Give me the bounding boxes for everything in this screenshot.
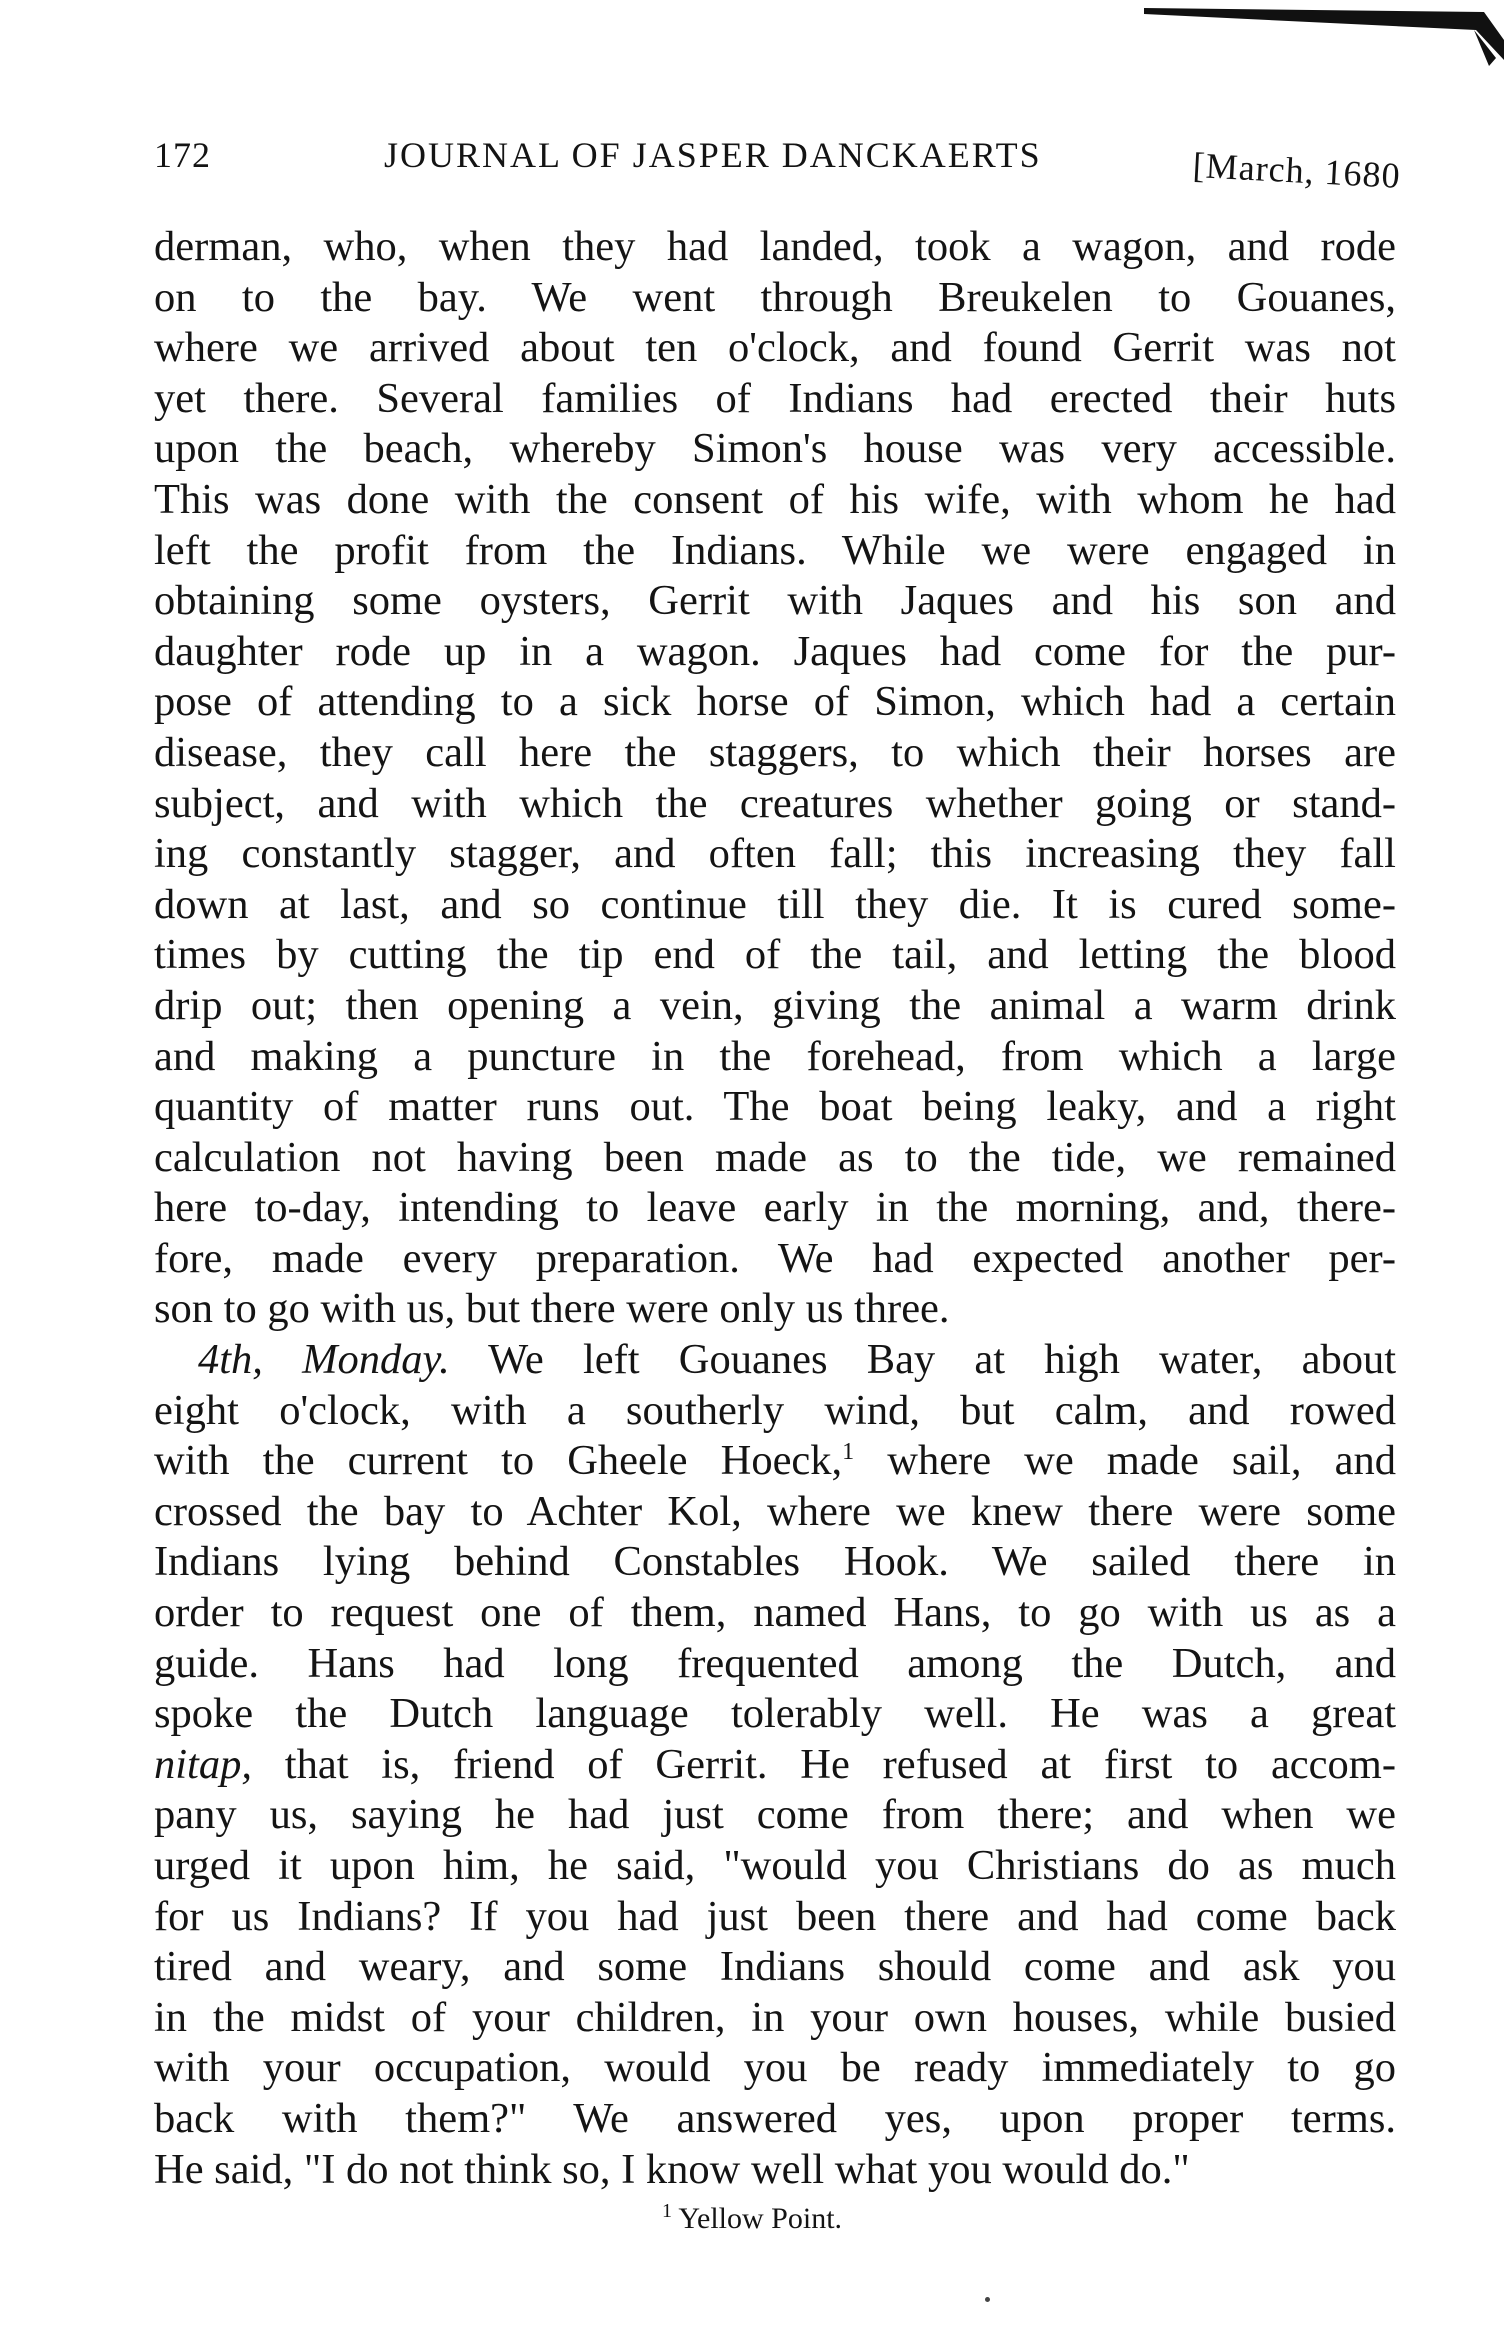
text-line: son to go with us, but there were only us three.	[154, 1285, 950, 1333]
running-head	[154, 130, 1404, 200]
text-line: yet there. Several families of Indians had erected their huts	[154, 374, 1396, 422]
date-heading: 4th, Monday.	[198, 1336, 450, 1384]
scan-edge-mark	[1064, 0, 1504, 110]
paragraph-1	[154, 222, 1396, 1335]
text-line: ing constantly stagger, and often fall; this increasing they fall	[154, 830, 1396, 878]
text-line: and making a puncture in the forehead, from which a large	[154, 1032, 1396, 1080]
text-line: This was done with the consent of his wife, with whom he had	[154, 475, 1396, 523]
text-line: derman, who, when they had landed, took a wagon, and rode	[154, 223, 1396, 270]
text-line: spoke the Dutch language tolerably well. He was a great	[154, 1690, 1396, 1738]
running-title: JOURNAL OF JASPER DANCKAERTS	[384, 135, 1042, 175]
text-line: nitap, that is, friend of Gerrit. He refused at first to accom-	[154, 1740, 1396, 1788]
body-text	[154, 222, 1396, 2195]
footnote	[0, 2200, 1504, 2236]
italic-term: nitap,	[154, 1740, 252, 1788]
text-line: for us Indians? If you had just been there and had come back	[154, 1892, 1396, 1940]
text-line: with the current to Gheele Hoeck,$^1$ where we made sail, and	[154, 1437, 1396, 1485]
text-line: times by cutting the tip end of the tail, and letting the blood	[154, 931, 1396, 979]
text-line: disease, they call here the staggers, to which their horses are	[154, 728, 1396, 776]
text-line: where we arrived about ten o'clock, and found Gerrit was not	[154, 324, 1396, 372]
text-line: fore, made every preparation. We had expected another per-	[154, 1234, 1396, 1282]
page-number: 172	[154, 135, 211, 175]
text-line: on to the bay. We went through Breukelen to Gouanes,	[154, 273, 1396, 321]
page-speck	[985, 2297, 990, 2302]
text-line: order to request one of them, named Hans, to go with us as a	[154, 1589, 1396, 1637]
text-line: calculation not having been made as to the tide, we remained	[154, 1133, 1396, 1181]
text-line: obtaining some oysters, Gerrit with Jaques and his son and	[154, 577, 1396, 625]
text-line: tired and weary, and some Indians should come and ask you	[154, 1943, 1396, 1991]
footnote-reference: 1	[842, 1439, 855, 1466]
text-line: eight o'clock, with a southerly wind, but calm, and rowed	[154, 1386, 1396, 1434]
text-line: pose of attending to a sick horse of Simon, which had a certain	[154, 678, 1396, 726]
paragraph-2	[154, 1335, 1396, 2195]
text-line: Indians lying behind Constables Hook. We sailed there in	[154, 1538, 1396, 1586]
text-line: left the profit from the Indians. While we were engaged in	[154, 526, 1396, 574]
text-line: back with them?" We answered yes, upon proper terms.	[154, 2094, 1396, 2142]
text-line: subject, and with which the creatures whether going or stand-	[154, 779, 1396, 827]
text-line: with your occupation, would you be ready immediately to go	[154, 2044, 1396, 2092]
text-line: 4th, Monday. We left Gouanes Bay at high water, about	[198, 1336, 1397, 1384]
text-line: quantity of matter runs out. The boat being leaky, and a right	[154, 1083, 1396, 1131]
text-line: in the midst of your children, in your own houses, while busied	[154, 1993, 1396, 2041]
text-line: crossed the bay to Achter Kol, where we knew there were some	[154, 1487, 1396, 1535]
footnote-marker: 1	[661, 2200, 672, 2222]
text-line: guide. Hans had long frequented among the Dutch, and	[154, 1639, 1396, 1687]
text-line: urged it upon him, he said, "would you Christians do as much	[154, 1842, 1396, 1889]
footnote-text: Yellow Point.	[671, 2202, 843, 2235]
text-line: down at last, and so continue till they die. It is cured some-	[154, 880, 1396, 928]
text-line: drip out; then opening a vein, giving the animal a warm drink	[154, 981, 1396, 1029]
text-line: pany us, saying he had just come from there; and when we	[154, 1791, 1396, 1839]
running-date: [March, 1680	[1191, 144, 1402, 196]
text-line: here to-day, intending to leave early in the morning, and, there-	[154, 1184, 1396, 1232]
text-line: daughter rode up in a wagon. Jaques had come for the pur-	[154, 627, 1396, 675]
text-line: He said, "I do not think so, I know well what you would do."	[154, 2145, 1190, 2193]
text-line: upon the beach, whereby Simon's house was very accessible.	[154, 425, 1396, 473]
